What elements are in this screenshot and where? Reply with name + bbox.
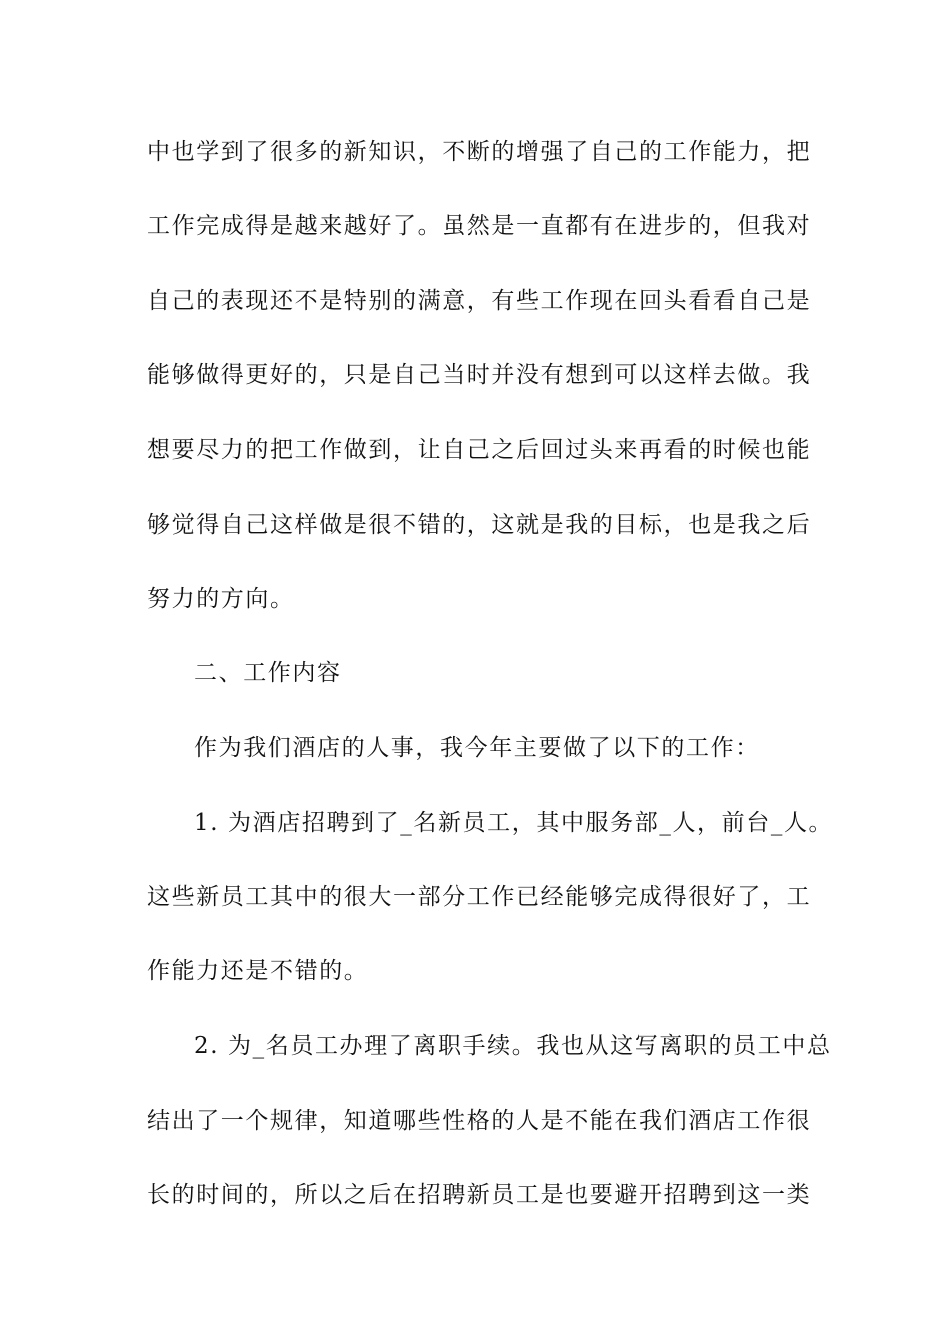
- body-text-line: 够觉得自己这样做是很不错的，这就是我的目标，也是我之后: [147, 512, 812, 538]
- body-text-line: 工作完成得是越来越好了。虽然是一直都有在进步的，但我对: [147, 213, 812, 239]
- body-text-line: 长的时间的，所以之后在招聘新员工是也要避开招聘到这一类: [147, 1182, 812, 1208]
- list-item-1-line: 1. 为酒店招聘到了_名新员工，其中服务部_人，前台_人。: [194, 810, 834, 836]
- body-text-line: 自己的表现还不是特别的满意，有些工作现在回头看看自己是: [147, 288, 812, 314]
- list-item-2-line: 2. 为_名员工办理了离职手续。我也从这写离职的员工中总: [194, 1033, 832, 1059]
- body-text-line: 中也学到了很多的新知识，不断的增强了自己的工作能力，把: [147, 139, 812, 165]
- body-text-line: 这些新员工其中的很大一部分工作已经能够完成得很好了，工: [147, 884, 812, 910]
- body-text-line: 想要尽力的把工作做到，让自己之后回过头来再看的时候也能: [147, 437, 812, 463]
- body-text-line: 努力的方向。: [147, 586, 295, 612]
- body-text-line: 能够做得更好的，只是自己当时并没有想到可以这样去做。我: [147, 362, 812, 388]
- body-text-line: 作能力还是不错的。: [147, 958, 369, 984]
- section-heading: 二、工作内容: [194, 660, 342, 686]
- body-text-line: 作为我们酒店的人事，我今年主要做了以下的工作：: [194, 735, 760, 761]
- body-text-line: 结出了一个规律，知道哪些性格的人是不能在我们酒店工作很: [147, 1108, 812, 1134]
